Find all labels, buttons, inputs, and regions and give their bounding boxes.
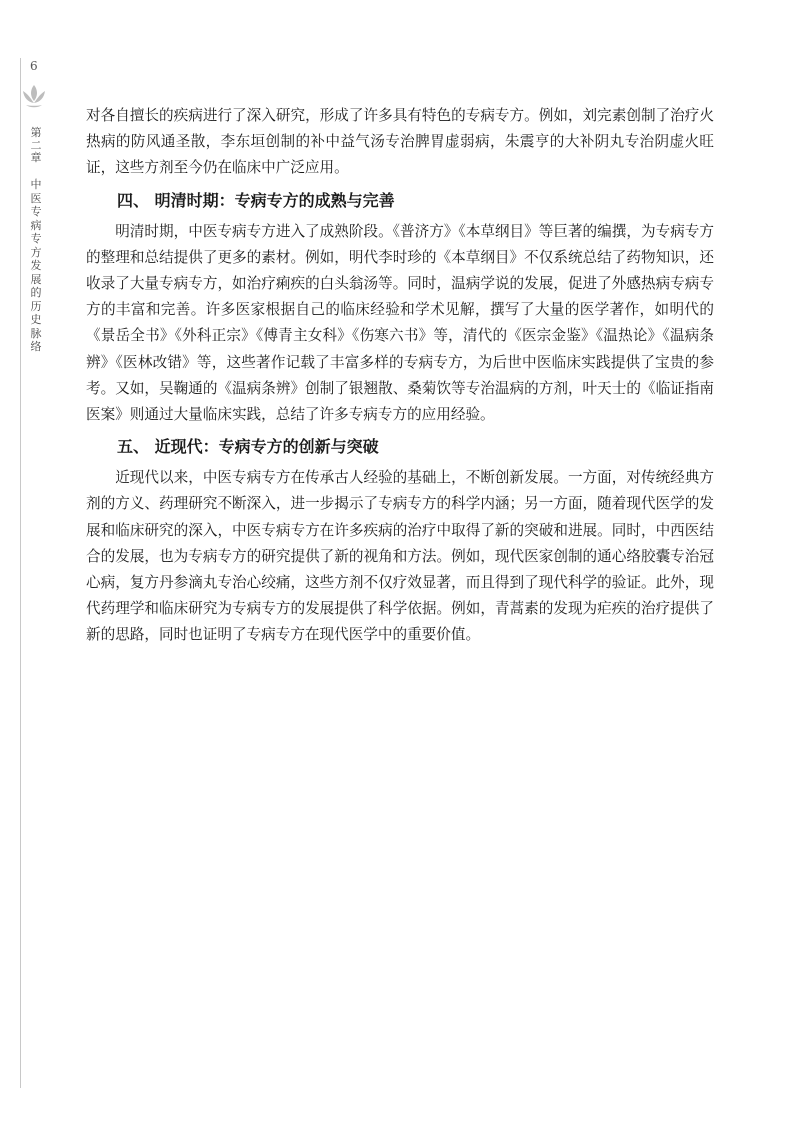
section-heading-ming-qing: 四、 明清时期：专病专方的成熟与完善	[117, 190, 395, 210]
section-paragraph-ming-qing: 明清时期，中医专病专方进入了成熟阶段。《普济方》《本草纲目》等巨著的编撰，为专病专方的整理和总结提供了更多的素材。例如，明代李时珍的《本草纲目》不仅系统总结了药物知识，还收录了大量专病专方，如治疗痢疾的白头翁汤等。同时，温病学说的发展，促进了外感热病专病专方的丰富和完善。许多医家根据自己的临床经验和学术见解，撰写了大量的医学著作，如明代的《景岳全书》《外科正宗》《傅青主女科》《伤寒六书》等，清代的《医宗金鉴》《温热论》《温病条辨》《医林改错》等，这些著作记载了丰富多样的专病专方，为后世中医临床实践提供了宝贵的参考。又如，吴鞠通的《温病条辨》创制了银翘散、桑菊饮等专治温病的方剂，叶天士的《临证指南医案》则通过大量临床实践，总结了许多专病专方的应用经验。	[86, 222, 714, 424]
lotus-icon	[20, 82, 48, 110]
side-chapter-label: 第二章	[30, 126, 42, 165]
main-content	[86, 103, 714, 649]
section-paragraph-modern: 近现代以来，中医专病专方在传承古人经验的基础上，不断创新发展。一方面，对传统经典方剂的方义、药理研究不断深入，进一步揭示了专病专方的科学内涵；另一方面，随着现代医学的发展和临床研究的深入，中医专病专方在许多疾病的治疗中取得了新的突破和进展。同时，中西医结合的发展，也为专病专方的研究提供了新的视角和方法。例如，现代医家创制的通心络胶囊专治冠心病，复方丹参滴丸专治心绞痛，这些方剂不仅疗效显著，而且得到了现代科学的验证。此外，现代药理学和临床研究为专病专方的发展提供了科学依据。例如，青蒿素的发现为疟疾的治疗提供了新的思路，同时也证明了专病专方在现代医学中的重要价值。	[86, 469, 714, 644]
page-number: 6	[30, 59, 38, 73]
section-heading-modern: 五、 近现代：专病专方的创新与突破	[117, 437, 379, 457]
intro-paragraph: 对各自擅长的疾病进行了深入研究，形成了许多具有特色的专病专方。例如，刘完素创制了治疗火热病的防风通圣散，李东垣创制的补中益气汤专治脾胃虚弱病，朱震亨的大补阴丸专治阴虚火旺证，这些方剂至今仍在临床中广泛应用。	[86, 107, 714, 177]
margin-rule	[20, 58, 21, 1088]
side-chapter-title: 中医专病专方发展的历史脉络	[30, 178, 42, 353]
